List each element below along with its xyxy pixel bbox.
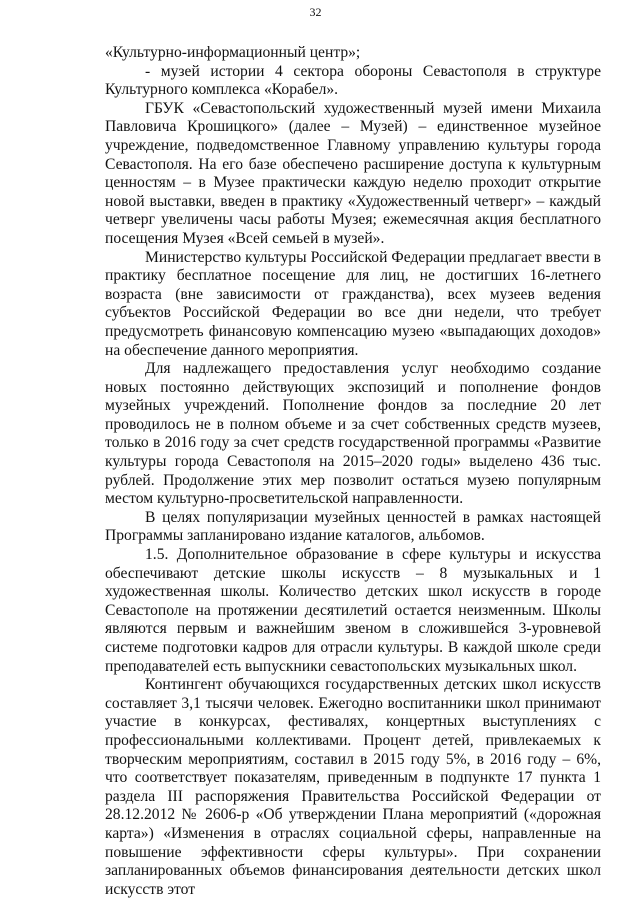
paragraph-art-museum: ГБУК «Севастопольский художественный музей имени Михаила Павловича Крошицкого» (далее – Музей) – единственное музейное учреждение, подведомственное Главному управлению культуры города Севастополя. На его базе обеспечено расширение доступа к культурным ценностям – в Музее практически каждую неделю проходит открытие новой выставки, введен в практику «Художественный четверг» – каждый четверг увеличены часы работы Музея; ежемесячная акция бесплатного посещения Музея «Всей семьей в музей». bbox=[105, 99, 601, 247]
paragraph-students-contingent: Контингент обучающихся государственных детских школ искусств составляет 3,1 тысячи человек. Ежегодно воспитанники школ принимают участие в конкурсах, фестивалях, концертных выступлениях с профессиональными коллективами. Процент детей, привлекаемых к творческим мероприятиям, составил в 2015 году 5%, в 2016 году – 6%, что соответствует показателям, приведенным в подпункте 17 пункта 1 раздела III распоряжения Правительства Российской Федерации от 28.12.2012 № 2606-р «Об утверждении Плана мероприятий («дорожная карта») «Изменения в отраслях социальной сферы, направленные на повышение эффективности сферы культуры». При сохранении запланированных объемов финансирования деятельности детских школ искусств этот bbox=[105, 676, 601, 898]
document-body bbox=[105, 44, 601, 899]
list-item-museum-sector-4: - музей истории 4 сектора обороны Севастополя в структуре Культурного комплекса «Корабел». bbox=[105, 62, 601, 99]
paragraph-museum-funds: Для надлежащего предоставления услуг необходимо создание новых постоянно действующих экспозиций и пополнение фондов музейных учреждений. Пополнение фондов за последние 20 лет проводилось не в полном объеме и за счет собственных средств музеев, только в 2016 году за счет средств государственной программы «Развитие культуры города Севастополя на 2015–2020 годы» выделено 436 тыс. рублей. Продолжение этих мер позволит остаться музею популярным местом культурно-просветительской направленности. bbox=[105, 360, 601, 508]
paragraph-catalogs: В целях популяризации музейных ценностей в рамках настоящей Программы запланировано издание каталогов, альбомов. bbox=[105, 508, 601, 545]
paragraph-section-1-5: 1.5. Дополнительное образование в сфере культуры и искусства обеспечивают детские школы искусств – 8 музыкальных и 1 художественная школы. Количество детских школ искусств в городе Севастополе на протяжении десятилетий остается неизменным. Школы являются первым и важнейшим звеном в сложившейся 3-уровневой системе подготовки кадров для отрасли культуры. В каждой школе среди преподавателей есть выпускники севастопольских музыкальных школ. bbox=[105, 546, 601, 675]
paragraph-culture-center: «Культурно-информационный центр»; bbox=[105, 44, 361, 61]
page-number: 32 bbox=[309, 5, 322, 19]
paragraph-ministry-proposal: Министерство культуры Российской Федерации предлагает ввести в практику бесплатное посещение для лиц, не достигших 16-летнего возраста (вне зависимости от гражданства), всех музеев ведения субъектов Российской Федерации во все дни недели, что требует предусмотреть финансовую компенсацию музею «выпадающих доходов» на обеспечение данного мероприятия. bbox=[105, 248, 601, 359]
